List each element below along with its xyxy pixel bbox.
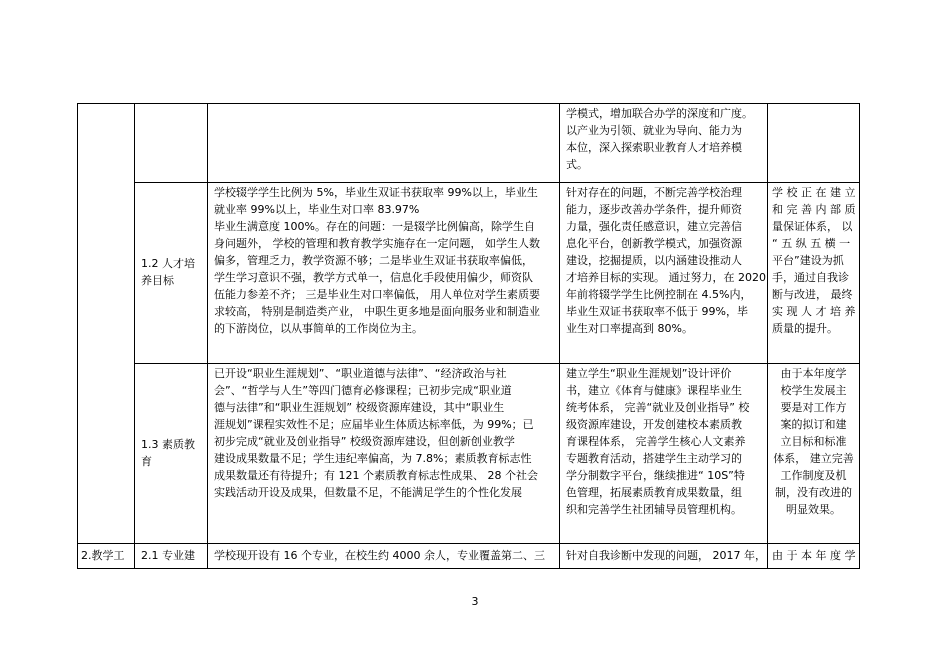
text-line: 1.2 人才培: [141, 257, 195, 270]
text-line: 学分制数字平台，继续推进“ 10S”特: [566, 469, 745, 482]
text-line: 书，建立《体育与健康》课程毕业生: [566, 384, 742, 397]
problem-cell-2-1: [214, 547, 545, 564]
plan-cell-continued: [566, 105, 753, 173]
text-line: 质量的提升。: [772, 322, 838, 335]
text-line: 毕业生双证书获取率不低于 99%，毕: [566, 305, 748, 318]
text-line: 立目标和标准: [780, 435, 847, 448]
text-line: 建设，挖掘提质，以内涵建设推动人: [566, 254, 742, 267]
problem-cell-1-3: [214, 365, 538, 501]
text-line: 学生学习意识不强，教学方式单一，信息化手段使用偏少，师资队: [214, 271, 533, 284]
table-divider-col3: [559, 103, 560, 569]
result-cell-1-3: [768, 365, 859, 518]
text-line: 求较高， 特别是制造类产业， 中职生更多地是面向服务业和制造业: [214, 305, 540, 318]
table-border-right: [859, 103, 860, 569]
text-line: 偏多，管理乏力，教学资源不够；二是毕业生双证书获取率偏低，: [214, 254, 533, 267]
text-line: 式。: [566, 158, 588, 171]
text-line: 实践活动开设及成果，但数量不足，不能满足学生的个性化发展: [214, 486, 522, 499]
category-cell-2: [81, 547, 125, 564]
text-line: 会”、“哲学与人生”等四门德育必修课程；已初步完成“职业道: [214, 384, 512, 397]
text-line: 就业率 99%以上，毕业生对口率 83.97%: [214, 203, 420, 216]
text-line: 的下游岗位，以从事简单的工作岗位为主。: [214, 322, 423, 335]
problem-cell-1-2: [214, 184, 540, 337]
text-line: 初步完成“就业及创业指导” 校级资源库建设，但创新创业教学: [214, 435, 515, 448]
page-number: 3: [471, 595, 479, 608]
text-line: “ 五 纵 五 横 一: [772, 237, 851, 250]
text-line: 力量，强化责任感意识，建立完善信: [566, 220, 742, 233]
text-line: 建设成果数量不足；学生违纪率偏高，为 7.8%；素质教育标志性: [214, 452, 532, 465]
text-line: 由 于 本 年 度 学: [772, 549, 856, 562]
text-line: 色管理，拓展素质教育成果数量，组: [566, 486, 742, 499]
text-line: 年前将辍学学生比例控制在 4.5%内，: [566, 288, 752, 301]
text-line: 业生对口率提高到 80%。: [566, 322, 693, 335]
text-line: 案的拟订和建: [780, 418, 847, 431]
text-line: 断与改进， 最终: [772, 288, 853, 301]
text-line: 涯规划”课程实效性不足；应届毕业生体质达标率低，为 99%；已: [214, 418, 534, 431]
plan-cell-1-3: [566, 365, 749, 518]
text-line: 2.教学工: [81, 549, 125, 562]
text-line: 学模式，增加联合办学的深度和广度。: [566, 107, 753, 120]
row-label-2-1: [141, 547, 195, 564]
text-line: 学 校 正 在 建 立: [772, 186, 856, 199]
text-line: 工作制度及机: [780, 469, 847, 482]
text-line: 统考体系， 完善“就业及创业指导” 校: [566, 401, 750, 414]
result-cell-1-2: [772, 184, 855, 337]
text-line: 才培养目标的实现。 通过努力，在 2020: [566, 271, 766, 284]
table-divider-col2: [207, 103, 208, 569]
plan-cell-1-2: [566, 184, 766, 337]
text-line: 由于本年度学: [780, 367, 847, 380]
text-line: 息化平台，创新教学模式，加强资源: [566, 237, 742, 250]
table-divider-col1: [134, 103, 135, 569]
text-line: 学校辍学学生比例为 5%，毕业生双证书获取率 99%以上，毕业生: [214, 186, 538, 199]
text-line: 育: [141, 455, 152, 468]
text-line: 德与法律”和“职业生涯规划” 校级资源库建设，其中“职业生: [214, 401, 505, 414]
plan-cell-2-1: [566, 547, 766, 564]
text-line: 针对自我诊断中发现的问题， 2017 年，: [566, 549, 766, 562]
text-line: 学校现开设有 16 个专业，在校生约 4000 余人，专业覆盖第二、三: [214, 549, 545, 562]
table-border-top: [77, 103, 860, 104]
text-line: 建立学生“职业生涯规划”设计评价: [566, 367, 732, 380]
text-line: 成果数量还有待提升；有 121 个素质教育标志性成果、 28 个社会: [214, 469, 538, 482]
text-line: 实 现 人 才 培 养: [772, 305, 856, 318]
text-line: 伍能力参差不齐； 三是毕业生对口率偏低， 用人单位对学生素质要: [214, 288, 540, 301]
row-label-1-3: [141, 436, 195, 470]
text-line: 养目标: [141, 274, 174, 287]
text-line: 已开设“职业生涯规划”、“职业道德与法律”、“经济政治与社: [214, 367, 507, 380]
result-cell-2-1: [772, 547, 855, 564]
text-line: 和 完 善 内 部 质: [772, 203, 856, 216]
row-divider-2: [134, 363, 860, 364]
text-line: 校学生发展主: [780, 384, 847, 397]
text-line: 本位，深入探索职业教育人才培养模: [566, 141, 742, 154]
row-divider-3: [77, 543, 860, 544]
text-line: 织和完善学生社团辅导员管理机构。: [566, 503, 742, 516]
text-line: 手，通过自我诊: [772, 271, 849, 284]
text-line: 平台”建设为抓: [772, 254, 844, 267]
text-line: 量保证体系， 以: [772, 220, 853, 233]
table-border-left: [77, 103, 78, 569]
text-line: 以产业为引领、就业为导向、能力为: [566, 124, 742, 137]
text-line: 专题教育活动，搭建学生主动学习的: [566, 452, 742, 465]
text-line: 能力，逐步改善办学条件，提升师资: [566, 203, 742, 216]
text-line: 体系， 建立完善: [773, 452, 854, 465]
text-line: 身问题外， 学校的管理和教育教学实施存在一定问题， 如学生人数: [214, 237, 540, 250]
text-line: 针对存在的问题，不断完善学校治理: [566, 186, 742, 199]
text-line: 要是对工作方: [780, 401, 847, 414]
text-line: 1.3 素质教: [141, 438, 195, 451]
text-line: 2.1 专业建: [141, 549, 195, 562]
text-line: 毕业生满意度 100%。存在的问题：一是辍学比例偏高，除学生自: [214, 220, 535, 233]
text-line: 制，没有改进的: [775, 486, 852, 499]
row-label-1-2: [141, 255, 195, 289]
text-line: 级资源库建设，开发创建校本素质教: [566, 418, 742, 431]
table-border-bottom: [77, 568, 860, 569]
row-divider-1: [134, 182, 860, 183]
text-line: 育课程体系， 完善学生核心人文素养: [566, 435, 746, 448]
text-line: 明显效果。: [786, 503, 841, 516]
